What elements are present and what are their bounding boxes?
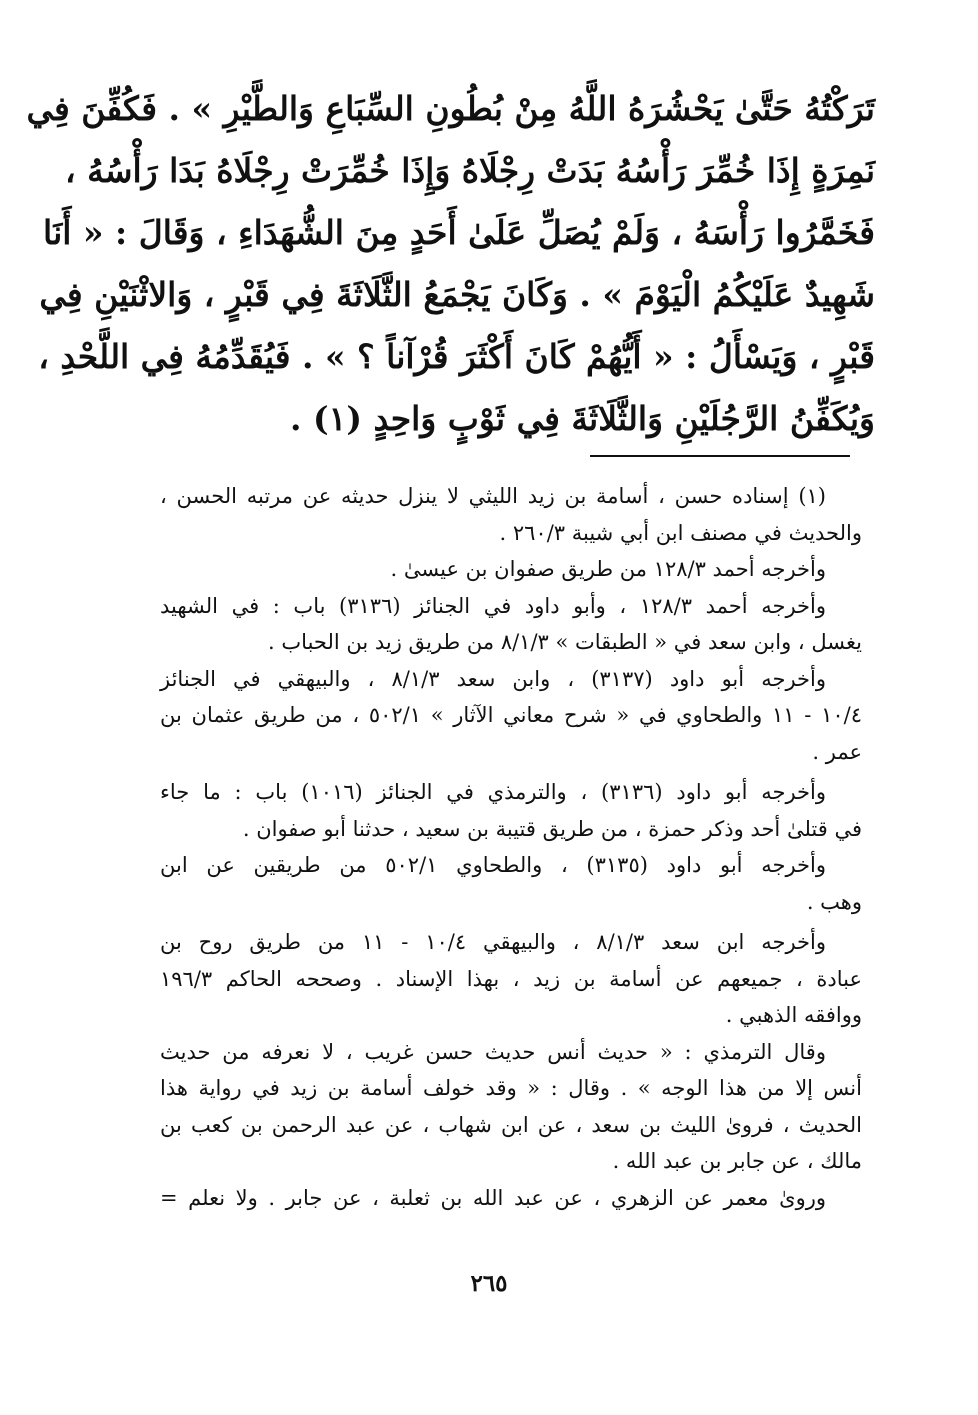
footnote-line: عمر .: [812, 739, 862, 764]
page-number: ٢٦٥: [470, 1270, 508, 1297]
footnote-line: وأخرجه ابن سعد ٨/١/٣ ، والبيهقي ١٠/٤ - ١١ من طريق روح بن: [160, 930, 826, 954]
footnote-line: والحديث في مصنف ابن أبي شيبة ٢٦٠/٣ .: [499, 520, 862, 545]
footnote-line: وأخرجه أحمد ١٢٨/٣ ، وأبو داود في الجنائز (٣١٣٦) باب : في الشهيد: [160, 593, 827, 618]
footnote-line: الحديث ، فروىٰ الليث بن سعد ، عن ابن شهاب ، عن عبد الرحمن بن كعب بن: [160, 1112, 862, 1137]
footnote-line: ١٠/٤ - ١١ والطحاوي في « شرح معاني الآثار » ٥٠٢/١ ، من طريق عثمان بن: [160, 703, 862, 727]
main-text-line: تَرَكْتُهُ حَتَّىٰ يَحْشُرَهُ اللَّهُ مِنْ بُطُونِ السِّبَاعِ وَالطَّيْرِ » . فَكُفِّنَ فِي: [26, 89, 875, 128]
main-text-block: [26, 78, 875, 450]
footnotes-block: [160, 478, 862, 1216]
footnote-line: يغسل ، وابن سعد في « الطبقات » ٨/١/٣ من طريق زيد بن الحباب .: [268, 630, 862, 654]
footnote-line: وأخرجه أبو داود (٣١٣٧) ، وابن سعد ٨/١/٣ ، والبيهقي في الجنائز: [160, 666, 826, 691]
footnote-separator: [590, 455, 850, 457]
main-text-line: وَيُكَفِّنُ الرَّجُلَيْنِ وَالثَّلَاثَةَ فِي ثَوْبٍ وَاحِدٍ (١) .: [290, 399, 875, 438]
footnote-line: (١) إسناده حسن ، أسامة بن زيد الليثي لا ينزل حديثه عن مرتبه الحسن ،: [160, 484, 826, 508]
footnote-line: في قتلىٰ أحد وذكر حمزة ، من طريق قتيبة بن سعيد ، حدثنا أبو صفوان .: [242, 816, 862, 841]
main-text-line: نَمِرَةٍ إِذَا خُمِّرَ رَأْسُهُ بَدَتْ رِجْلَاهُ وَإِذَا خُمِّرَتْ رِجْلَاهُ بَدَا رَأْسُهُ ،: [65, 151, 875, 190]
footnote-line: أنس إلا من هذا الوجه » . وقال : « وقد خولف أسامة بن زيد في رواية هذا: [160, 1076, 862, 1100]
footnote-line: ورویٰ معمر عن الزهري ، عن عبد الله بن ثعلبة ، عن جابر . ولا نعلم =: [160, 1185, 826, 1210]
footnote-line: وأخرجه أبو داود (٣١٣٦) ، والترمذي في الجنائز (١٠١٦) باب : ما جاء: [160, 780, 826, 804]
footnote-line: وأخرجه أبو داود (٣١٣٥) ، والطحاوي ٥٠٢/١ من طريقين عن ابن: [160, 853, 826, 877]
main-text-line: شَهِيدٌ عَلَيْكُمُ الْيَوْمَ » . وَكَانَ يَجْمَعُ الثَّلَاثَةَ فِي قَبْرٍ ، وَالاثْنَيْنِ فِي: [39, 275, 875, 314]
main-text-line: قَبْرٍ ، وَيَسْأَلُ : « أَيُّهُمْ كَانَ أَكْثَرَ قُرْآناً ؟ » . فَيُقَدِّمُهُ فِي اللَّحْدِ ،: [38, 337, 875, 376]
footnote-line: وقال الترمذي : « حديث أنس حديث حسن غريب ، لا نعرفه من حديث: [160, 1039, 826, 1064]
footnote-line: مالك ، عن جابر بن عبد الله .: [612, 1149, 862, 1173]
footnote-line: عبادة ، جميعهم عن أسامة بن زيد ، بهذا الإسناد . وصححه الحاكم ١٩٦/٣: [160, 966, 862, 991]
footnote-line: وهب .: [806, 889, 862, 914]
footnote-line: ووافقه الذهبي .: [725, 1003, 862, 1027]
main-text-line: فَخَمَّرُوا رَأْسَهُ ، وَلَمْ يُصَلِّ عَلَىٰ أَحَدٍ مِنَ الشُّهَدَاءِ ، وَقَالَ : « أَنَا: [43, 213, 875, 252]
footnote-line: وأخرجه أحمد ١٢٨/٣ من طريق صفوان بن عيسىٰ .: [390, 557, 826, 581]
